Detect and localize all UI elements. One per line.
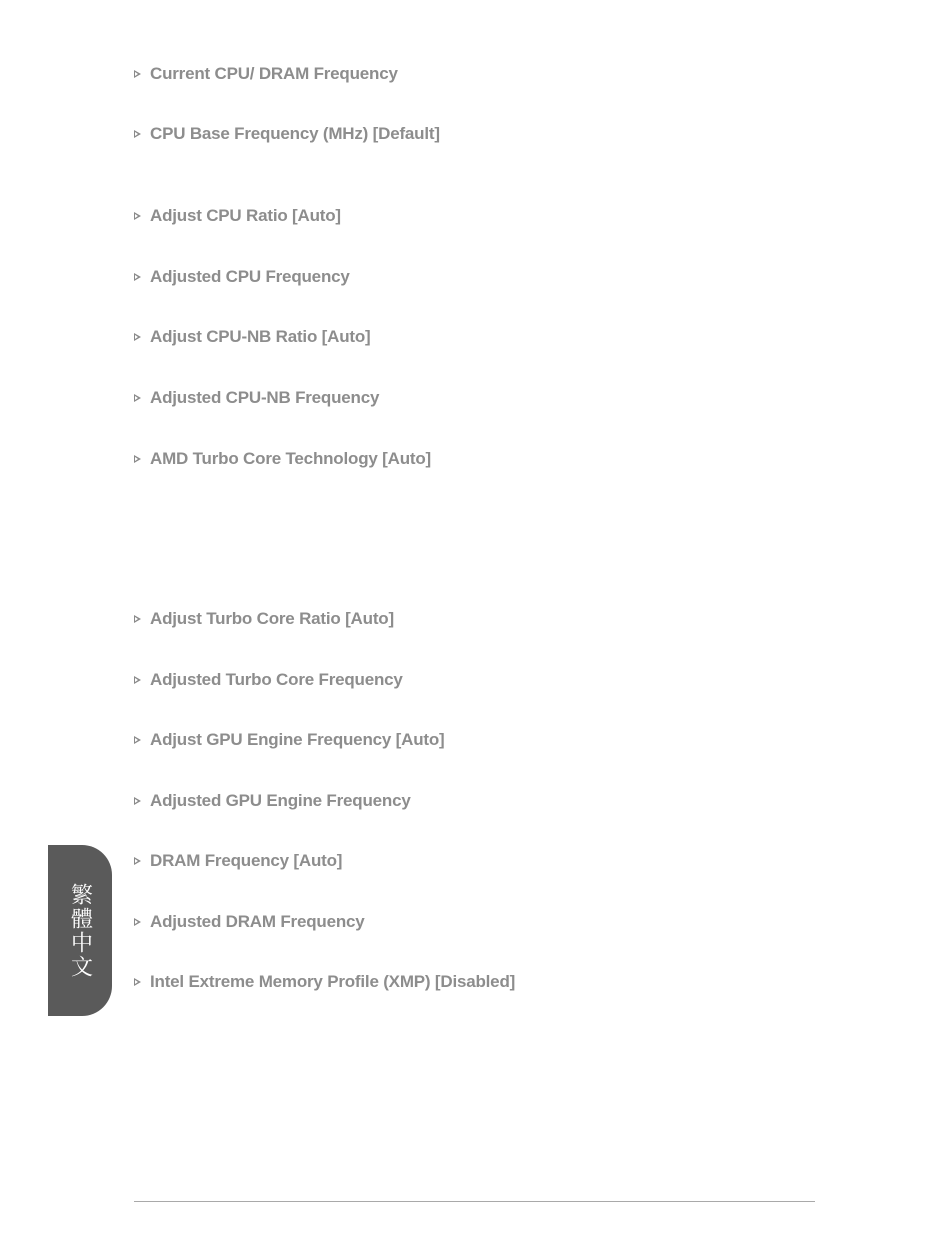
triangle-bullet-icon: [134, 978, 141, 986]
bios-item-adjust-cpu-ratio: [134, 204, 341, 228]
footer-divider: [134, 1201, 815, 1202]
bios-item-label: CPU Base Frequency (MHz) [Default]: [150, 124, 440, 143]
bios-item-label: Intel Extreme Memory Profile (XMP) [Disabled]: [150, 972, 516, 991]
triangle-bullet-icon: [134, 394, 141, 402]
bios-item-adjust-cpu-nb-ratio: [134, 325, 371, 349]
bios-item-cpu-base-frequency: [134, 122, 440, 146]
bios-item-label: DRAM Frequency [Auto]: [150, 851, 343, 870]
triangle-bullet-icon: [134, 273, 141, 281]
triangle-bullet-icon: [134, 212, 141, 220]
bios-item-adjust-turbo-core-ratio: [134, 607, 394, 631]
bios-item-intel-xmp: [134, 970, 515, 994]
triangle-bullet-icon: [134, 918, 141, 926]
language-tab-label: 繁體中文: [67, 882, 93, 979]
bios-item-adjusted-cpu-nb-frequency: [134, 386, 379, 410]
triangle-bullet-icon: [134, 615, 141, 623]
triangle-bullet-icon: [134, 70, 141, 78]
bios-item-amd-turbo-core-technology: [134, 447, 431, 471]
language-tab: [48, 845, 112, 1016]
bios-item-label: Adjusted GPU Engine Frequency: [150, 791, 411, 810]
bios-item-label: Adjust CPU Ratio [Auto]: [150, 206, 341, 225]
triangle-bullet-icon: [134, 797, 141, 805]
bios-item-label: Adjust Turbo Core Ratio [Auto]: [150, 609, 394, 628]
bios-item-adjusted-gpu-engine-frequency: [134, 789, 411, 813]
bios-item-adjusted-dram-frequency: [134, 910, 365, 934]
bios-item-label: Adjusted Turbo Core Frequency: [150, 670, 403, 689]
bios-item-label: Adjusted CPU-NB Frequency: [150, 388, 380, 407]
triangle-bullet-icon: [134, 736, 141, 744]
bios-item-dram-frequency: [134, 849, 342, 873]
bios-item-adjust-gpu-engine-frequency: [134, 728, 445, 752]
triangle-bullet-icon: [134, 676, 141, 684]
triangle-bullet-icon: [134, 857, 141, 865]
bios-item-label: Current CPU/ DRAM Frequency: [150, 64, 398, 83]
triangle-bullet-icon: [134, 130, 141, 138]
bios-item-adjusted-turbo-core-frequency: [134, 668, 403, 692]
triangle-bullet-icon: [134, 455, 141, 463]
bios-item-label: Adjusted CPU Frequency: [150, 267, 350, 286]
bios-item-label: Adjusted DRAM Frequency: [150, 912, 365, 931]
bios-item-label: Adjust GPU Engine Frequency [Auto]: [150, 730, 445, 749]
bios-item-label: Adjust CPU-NB Ratio [Auto]: [150, 327, 371, 346]
bios-item-current-cpu-dram-frequency: [134, 62, 398, 86]
bios-item-adjusted-cpu-frequency: [134, 265, 350, 289]
triangle-bullet-icon: [134, 333, 141, 341]
bios-item-label: AMD Turbo Core Technology [Auto]: [150, 449, 431, 468]
